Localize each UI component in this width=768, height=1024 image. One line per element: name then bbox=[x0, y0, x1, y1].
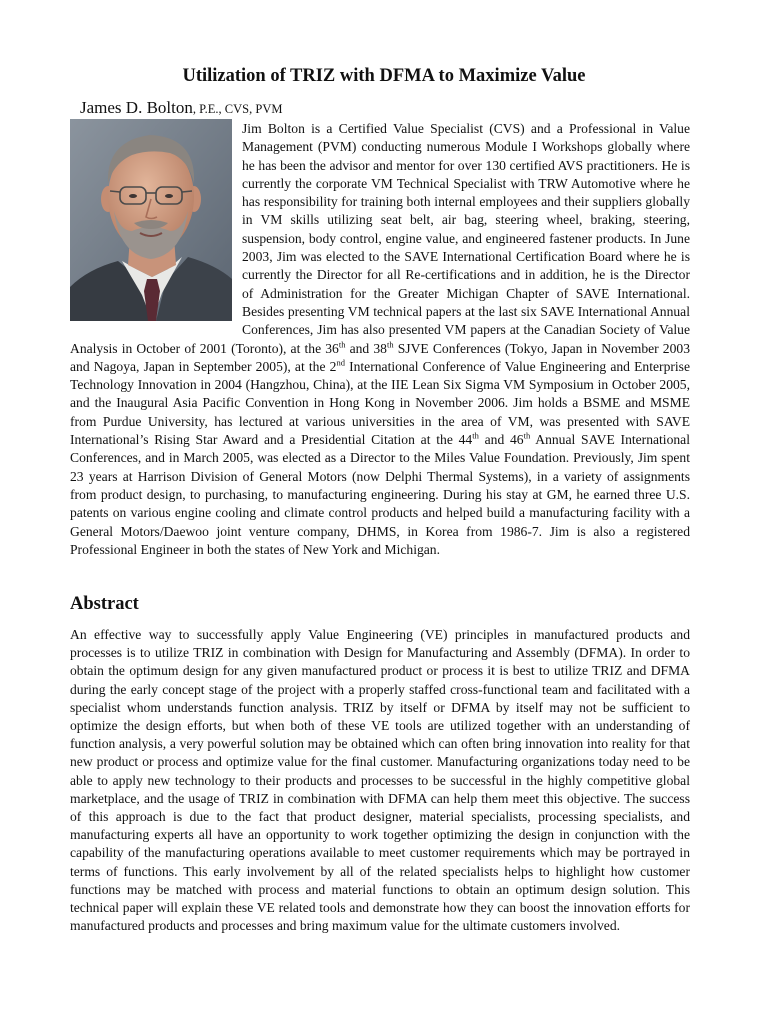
bio-text: Jim Bolton is a Certified Value Specialist (CVS) and a Professional in Value Management (PVM) conducting numerous Module I Workshops globally where he has been the advisor and mentor for over 130 certified AVS practitioners. He is currently the corporate VM Technical Specialist with TRW Automotive where he has responsibility for training both internal employees and their suppliers globally in VM skills utilizing seat belt, air bag, steering wheel, braking, steering, suspension, body control, engine value, and engineered fastener products. In June 2003, Jim was elected to the SAVE International Certification Board where he is currently the Director for all Re-certifications and in addition, he is the Director of Administration for the Greater Michigan Chapter of SAVE International. Besides presenting VM technical papers at the last six SAVE International Annual Conferences, Jim has also presented VM papers at the Canadian Society of Value Analysis in October of 2001 (Toronto), at the 36 bbox=[70, 121, 690, 356]
bio-superscript: th bbox=[338, 339, 346, 350]
author-name: James D. Bolton bbox=[80, 98, 193, 117]
author-bio bbox=[70, 120, 690, 559]
bio-superscript: th bbox=[386, 339, 394, 350]
bio-superscript: nd bbox=[336, 357, 345, 368]
paper-title: Utilization of TRIZ with DFMA to Maximize Value bbox=[182, 66, 586, 86]
author-line bbox=[80, 98, 282, 118]
abstract-heading: Abstract bbox=[70, 594, 139, 614]
photo-spacer bbox=[70, 120, 242, 322]
bio-text: International Conference of Value Engineering and Enterprise Technology Innovation in 2004 (Hangzhou, China), at the IIE Lean Six Sigma VM Symposium in October 2005, and the Inaugural Asia Pacific Convention in Hong Kong in November 2006. Jim holds a BSME and MSME from Purdue University, has lectured at various universities in the area of VM, was presented with SAVE International’s Rising Star Award and a Presidential Citation at the 44 bbox=[70, 358, 690, 448]
bio-text: SJVE Conferences (Tokyo, Japan in November 2003 and Nagoya, Japan in September 2005), at the 2 bbox=[70, 340, 690, 374]
bio-text: and 38 bbox=[345, 340, 387, 356]
bio-text: Annual SAVE International Conferences, and in March 2005, was elected as a Director to the Miles Value Foundation. Previously, Jim spent 23 years at Harrison Division of General Motors (now Delphi Thermal Systems), in a variety of assignments from product design, to purchasing, to manufacturing engineering. During his stay at GM, he earned three U.S. patents on various engine cooling and climate control products and helped build a manufacturing facility with a General Motors/Daewoo joint venture company, DHMS, in Korea from 1986-7. Jim is also a registered Professional Engineer in both the states of New York and Michigan. bbox=[70, 432, 690, 557]
abstract-text: An effective way to successfully apply Value Engineering (VE) principles in manufactured products and processes is to utilize TRIZ in combination with Design for Manufacturing and Assembly (DFMA). In order to obtain the optimum design for any given manufactured product or process it is best to utilize TRIZ and DFMA during the early concept stage of the project with a properly staffed cross-functional team and facilitated with a specialist whom understands function analysis. TRIZ by itself or DFMA by itself may not be sufficient to optimize the design efforts, but when both of these VE tools are utilized together with an understanding of function analysis, a very powerful solution may be obtained which can often bring innovation into reality for that new product or process and optimize value for the final customer. Manufacturing organizations today need to be able to apply new technology to their products and processes to be successful in the highly competitive global marketplace, and the usage of TRIZ in combination with DFMA can help them meet this objective. The success of this approach is due to the fact that product designer, material specialists, processing specialists, and manufacturing experts all have an opportunity to work together optimizing the design in conjunction with the capability of the manufacturing operations available to meet customer requirements which may be portrayed in terms of functions. This early involvement by all of the related specialists helps to highlight how customer functions may be matched with process and material functions to obtain an optimum design solution. This technical paper will explain these VE related tools and demonstrate how they can boost the innovation efforts for manufactured products and processes and bring maximum value for the ultimate customers involved. bbox=[70, 627, 690, 934]
bio-superscript: th bbox=[472, 430, 479, 441]
bio-superscript: th bbox=[523, 430, 531, 441]
bio-text: and 46 bbox=[478, 432, 524, 448]
author-credentials: , P.E., CVS, PVM bbox=[192, 102, 283, 116]
